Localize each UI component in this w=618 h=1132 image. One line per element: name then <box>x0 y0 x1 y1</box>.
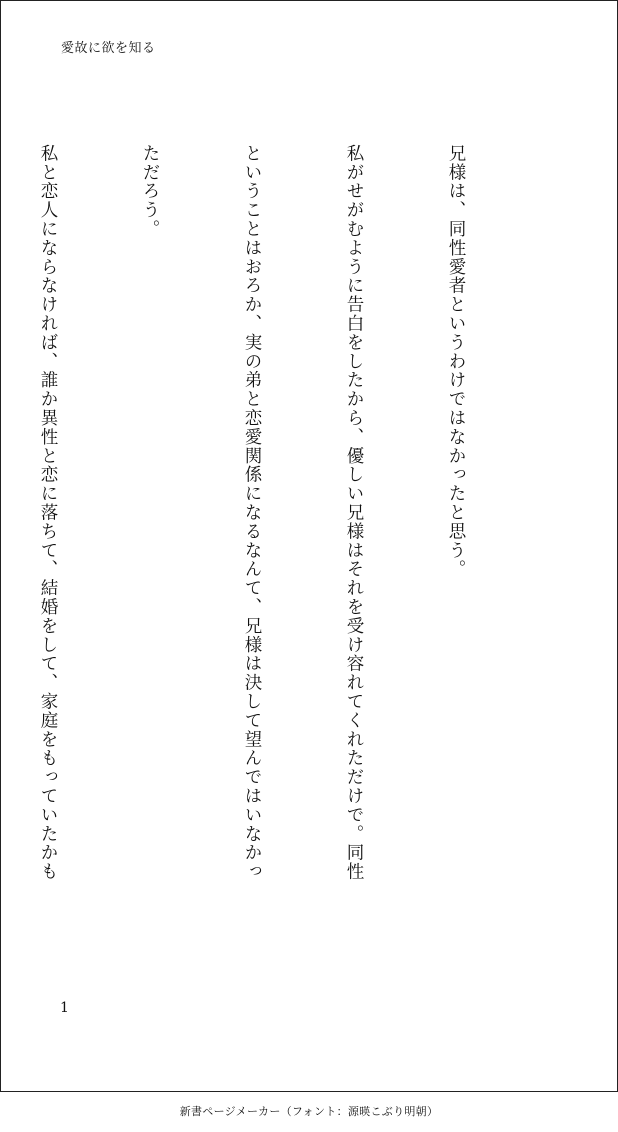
page-number: 1 <box>60 1000 69 1016</box>
page-header-title: 愛故に欲を知る <box>61 41 156 56</box>
body-line: 私がせがむように告白をしたから、優しい兄様はそれを受け容れてくれただけで。同性 <box>344 144 364 882</box>
footer-credit: 新書ページメーカー（フォント：源暎こぶり明朝） <box>179 1105 439 1118</box>
body-line: ただろう。 <box>140 144 160 239</box>
body-line: ということはおろか、実の弟と恋愛関係になるなんて、兄様は決して望んではいなかっ <box>242 144 262 882</box>
vertical-body-text <box>0 144 541 944</box>
body-line: 私と恋人にならなければ、誰か異性と恋に落ちて、結婚をして、家庭をもっていたかも <box>38 144 58 882</box>
body-line: 兄様は、同性愛者というわけではなかったと思う。 <box>446 144 466 579</box>
